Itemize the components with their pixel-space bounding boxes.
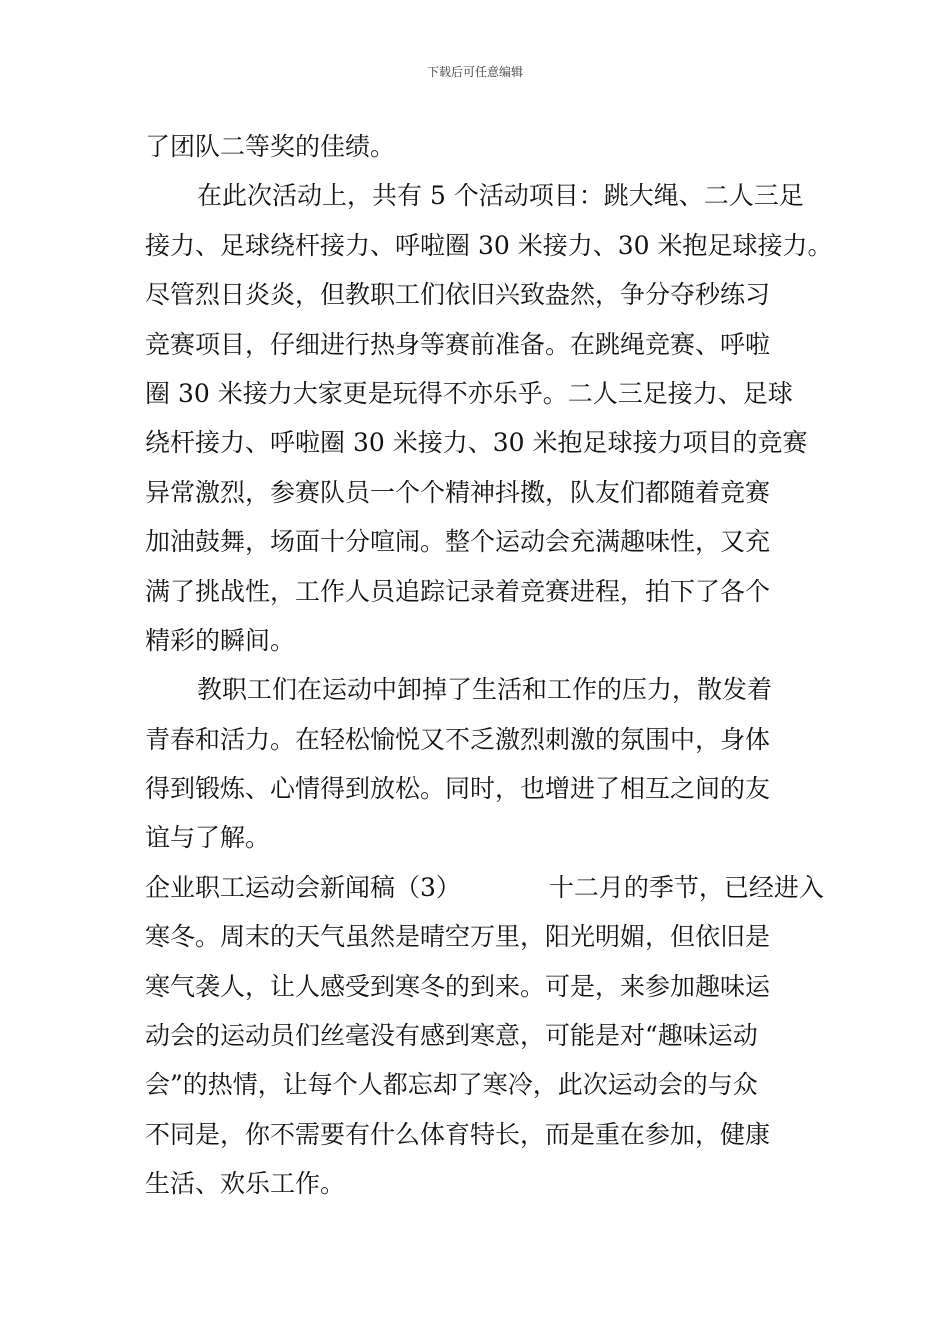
- paragraph-start-line: 在此次活动上，共有 5 个活动项目：跳大绳、二人三足: [197, 181, 804, 211]
- section-title: 企业职工运动会新闻稿（3）: [145, 872, 461, 902]
- paragraph-start-line: 教职工们在运动中卸掉了生活和工作的压力，散发着: [197, 675, 773, 705]
- text-line: 寒冬。周末的天气虽然是晴空万里，阳光明媚，但依旧是: [145, 922, 771, 952]
- section-lead-text: 十二月的季节，已经进入: [548, 872, 824, 902]
- text-line: 会”的热情，让每个人都忘却了寒冷，此次运动会的与众: [145, 1070, 758, 1100]
- text-line: 满了挑战性，工作人员追踪记录着竞赛进程，拍下了各个: [145, 576, 771, 606]
- text-line: 尽管烈日炎炎，但教职工们依旧兴致盎然，争分夺秒练习: [145, 280, 771, 310]
- text-line: 绕杆接力、呼啦圈 30 米接力、30 米抱足球接力项目的竞赛: [145, 428, 808, 458]
- text-line: 异常激烈，参赛队员一个个精神抖擞，队友们都随着竞赛: [145, 477, 771, 507]
- text-line: 接力、足球绕杆接力、呼啦圈 30 米接力、30 米抱足球接力。: [145, 230, 833, 260]
- text-line: 不同是，你不需要有什么体育特长，而是重在参加，健康: [145, 1119, 771, 1149]
- document-body: [145, 122, 833, 1209]
- text-line: 生活、欢乐工作。: [145, 1169, 346, 1199]
- page-header: 下载后可任意编辑: [426, 65, 523, 79]
- text-line: 谊与了解。: [145, 823, 271, 853]
- text-line: 得到锻炼、心情得到放松。同时，也增进了相互之间的友: [145, 774, 771, 804]
- section-title-line: [145, 863, 825, 912]
- text-line: 了团队二等奖的佳绩。: [145, 132, 396, 161]
- text-line: 圈 30 米接力大家更是玩得不亦乐乎。二人三足接力、足球: [145, 378, 793, 408]
- text-line: 青春和活力。在轻松愉悦又不乏激烈刺激的氛围中，身体: [145, 724, 771, 754]
- text-line: 加油鼓舞，场面十分喧闹。整个运动会充满趣味性，又充: [145, 527, 771, 557]
- text-line: 竞赛项目，仔细进行热身等赛前准备。在跳绳竞赛、呼啦: [145, 329, 771, 359]
- text-line: 寒气袭人，让人感受到寒冬的到来。可是，来参加趣味运: [145, 971, 771, 1001]
- text-line: 动会的运动员们丝毫没有感到寒意，可能是对“趣味运动: [145, 1021, 758, 1051]
- text-line: 精彩的瞬间。: [145, 625, 296, 655]
